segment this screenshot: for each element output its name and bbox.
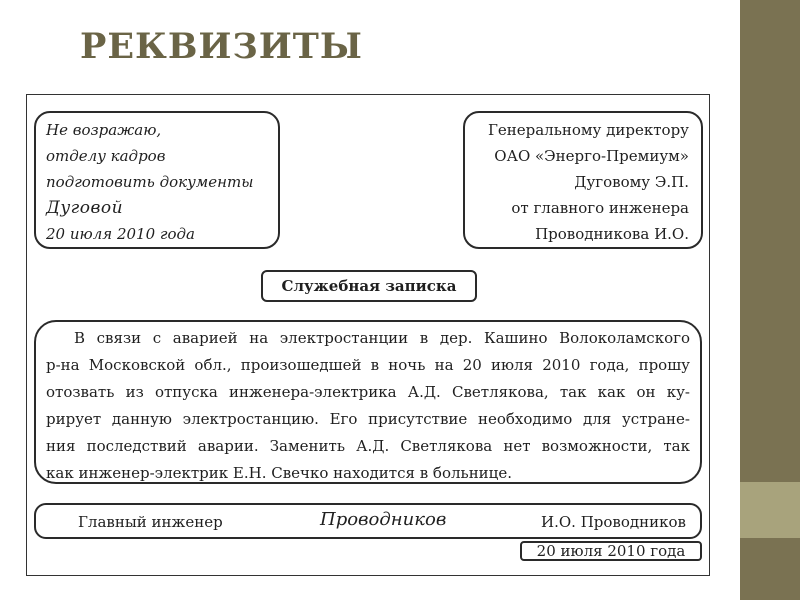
- resolution-line: отделу кадров: [46, 147, 166, 165]
- resolution-date: 20 июля 2010 года: [46, 225, 195, 243]
- body-line: как инженер-электрик Е.Н. Свечко находится в больнице.: [46, 464, 512, 482]
- side-decoration-accent: [740, 482, 800, 538]
- addressee-line: ОАО «Энерго-Премиум»: [494, 147, 689, 165]
- signature-block: [34, 503, 702, 539]
- addressee-line: Дуговому Э.П.: [574, 173, 689, 191]
- document-frame: [26, 94, 710, 576]
- body-line: р-на Московской обл., произошедшей в ночь на 20 июля 2010 года, прошу: [46, 356, 690, 374]
- resolution-line: Не возражаю,: [46, 121, 162, 139]
- document-body: [34, 320, 702, 484]
- document-type: Служебная записка: [261, 270, 477, 302]
- document-date: 20 июля 2010 года: [520, 541, 702, 561]
- addressee-line: Проводникова И.О.: [535, 225, 689, 243]
- body-line: рирует данную электростанцию. Его присутствие необходимо для устране-: [46, 410, 690, 428]
- handwritten-signature: Проводников: [320, 509, 447, 530]
- resolution-line: подготовить документы: [46, 173, 254, 191]
- signer-position: Главный инженер: [78, 513, 223, 531]
- slide-title: РЕКВИЗИТЫ: [80, 26, 363, 67]
- resolution-signature: Дуговой: [46, 198, 124, 218]
- addressee-line: от главного инженера: [511, 199, 689, 217]
- body-line: В связи с аварией на электростанции в дер. Кашино Волоколамского: [74, 329, 690, 347]
- addressee-line: Генеральному директору: [487, 121, 689, 139]
- body-line: отозвать из отпуска инженера-электрика А.Д. Светлякова, так как он ку-: [46, 383, 690, 401]
- body-line: ния последствий аварии. Заменить А.Д. Светлякова нет возможности, так: [46, 437, 690, 455]
- addressee-block: [463, 111, 703, 249]
- signer-name: И.О. Проводников: [541, 513, 686, 531]
- resolution-block: [34, 111, 280, 249]
